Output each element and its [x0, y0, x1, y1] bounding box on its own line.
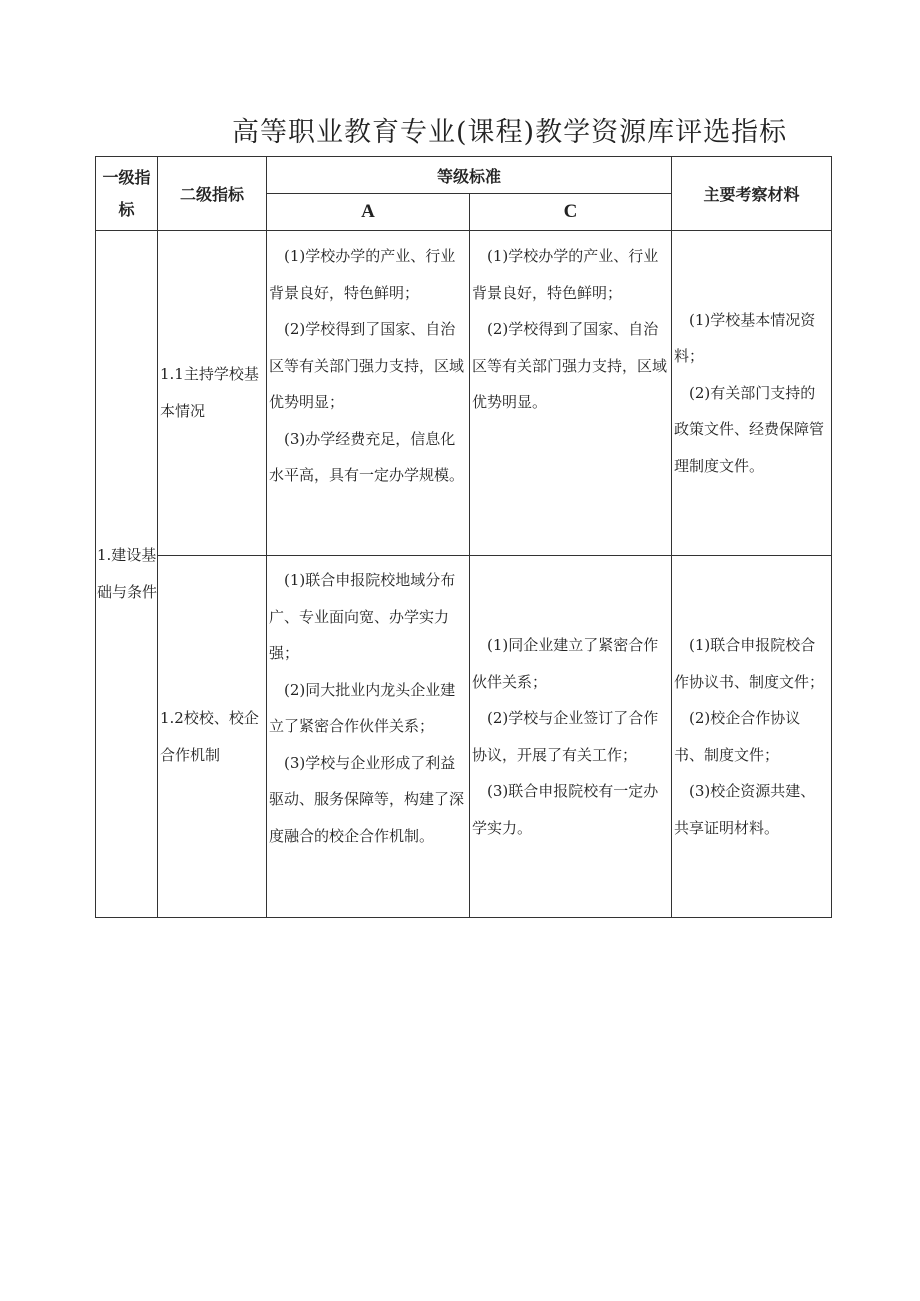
material-item: (3)校企资源共建、共享证明材料。	[674, 782, 816, 837]
material-item: (1)学校基本情况资料；	[674, 310, 816, 366]
materials-cell	[672, 231, 832, 556]
criterion-item: (2)学校与企业签订了合作协议，开展了有关工作；	[472, 709, 659, 764]
criterion-item: (3)办学经费充足，信息化水平高，具有一定办学规模。	[269, 429, 465, 484]
header-grade-a: A	[267, 194, 470, 231]
table-row	[96, 556, 832, 918]
criteria-table	[95, 156, 832, 918]
criterion-item: (2)学校得到了国家、自治区等有关部门强力支持，区域优势明显；	[269, 320, 465, 411]
table-row	[96, 231, 832, 556]
criterion-item: (3)联合申报院校有一定办学实力。	[472, 782, 659, 837]
criterion-item: (1)同企业建立了紧密合作伙伴关系；	[472, 636, 659, 691]
grade-a-cell	[267, 556, 470, 918]
header-grade-c: C	[470, 194, 672, 231]
criterion-item: (1)联合申报院校地域分布广、专业面向宽、办学实力强；	[269, 571, 456, 662]
criterion-item: (2)学校得到了国家、自治区等有关部门强力支持，区域优势明显。	[472, 320, 668, 411]
page-title: 高等职业教育专业(课程)教学资源库评选指标	[232, 117, 788, 148]
criterion-item: (1)学校办学的产业、行业背景良好，特色鲜明；	[269, 247, 456, 302]
criterion-item: (3)学校与企业形成了利益驱动、服务保障等，构建了深度融合的校企合作机制。	[269, 753, 465, 845]
criterion-item: (2)同大批业内龙头企业建立了紧密合作伙伴关系；	[269, 680, 456, 735]
grade-c-cell	[470, 556, 672, 918]
material-item: (2)校企合作协议书、制度文件；	[674, 709, 801, 764]
header-materials: 主要考察材料	[672, 157, 832, 231]
grade-c-cell	[470, 231, 672, 556]
grade-a-cell	[267, 231, 470, 556]
material-item: (2)有关部门支持的政策文件、经费保障管理制度文件。	[674, 383, 825, 475]
criterion-item: (1)学校办学的产业、行业背景良好，特色鲜明；	[472, 247, 659, 302]
header-level2: 二级指标	[158, 157, 267, 231]
header-level1: 一级指标	[96, 157, 158, 231]
header-grade-standard: 等级标准	[267, 157, 672, 194]
level2-cell: 1.2校校、校企合作机制	[158, 556, 267, 918]
materials-cell	[672, 556, 832, 918]
level1-cell: 1.建设基础与条件	[96, 231, 158, 918]
level2-cell: 1.1主持学校基本情况	[158, 231, 267, 556]
material-item: (1)联合申报院校合作协议书、制度文件；	[674, 636, 825, 691]
